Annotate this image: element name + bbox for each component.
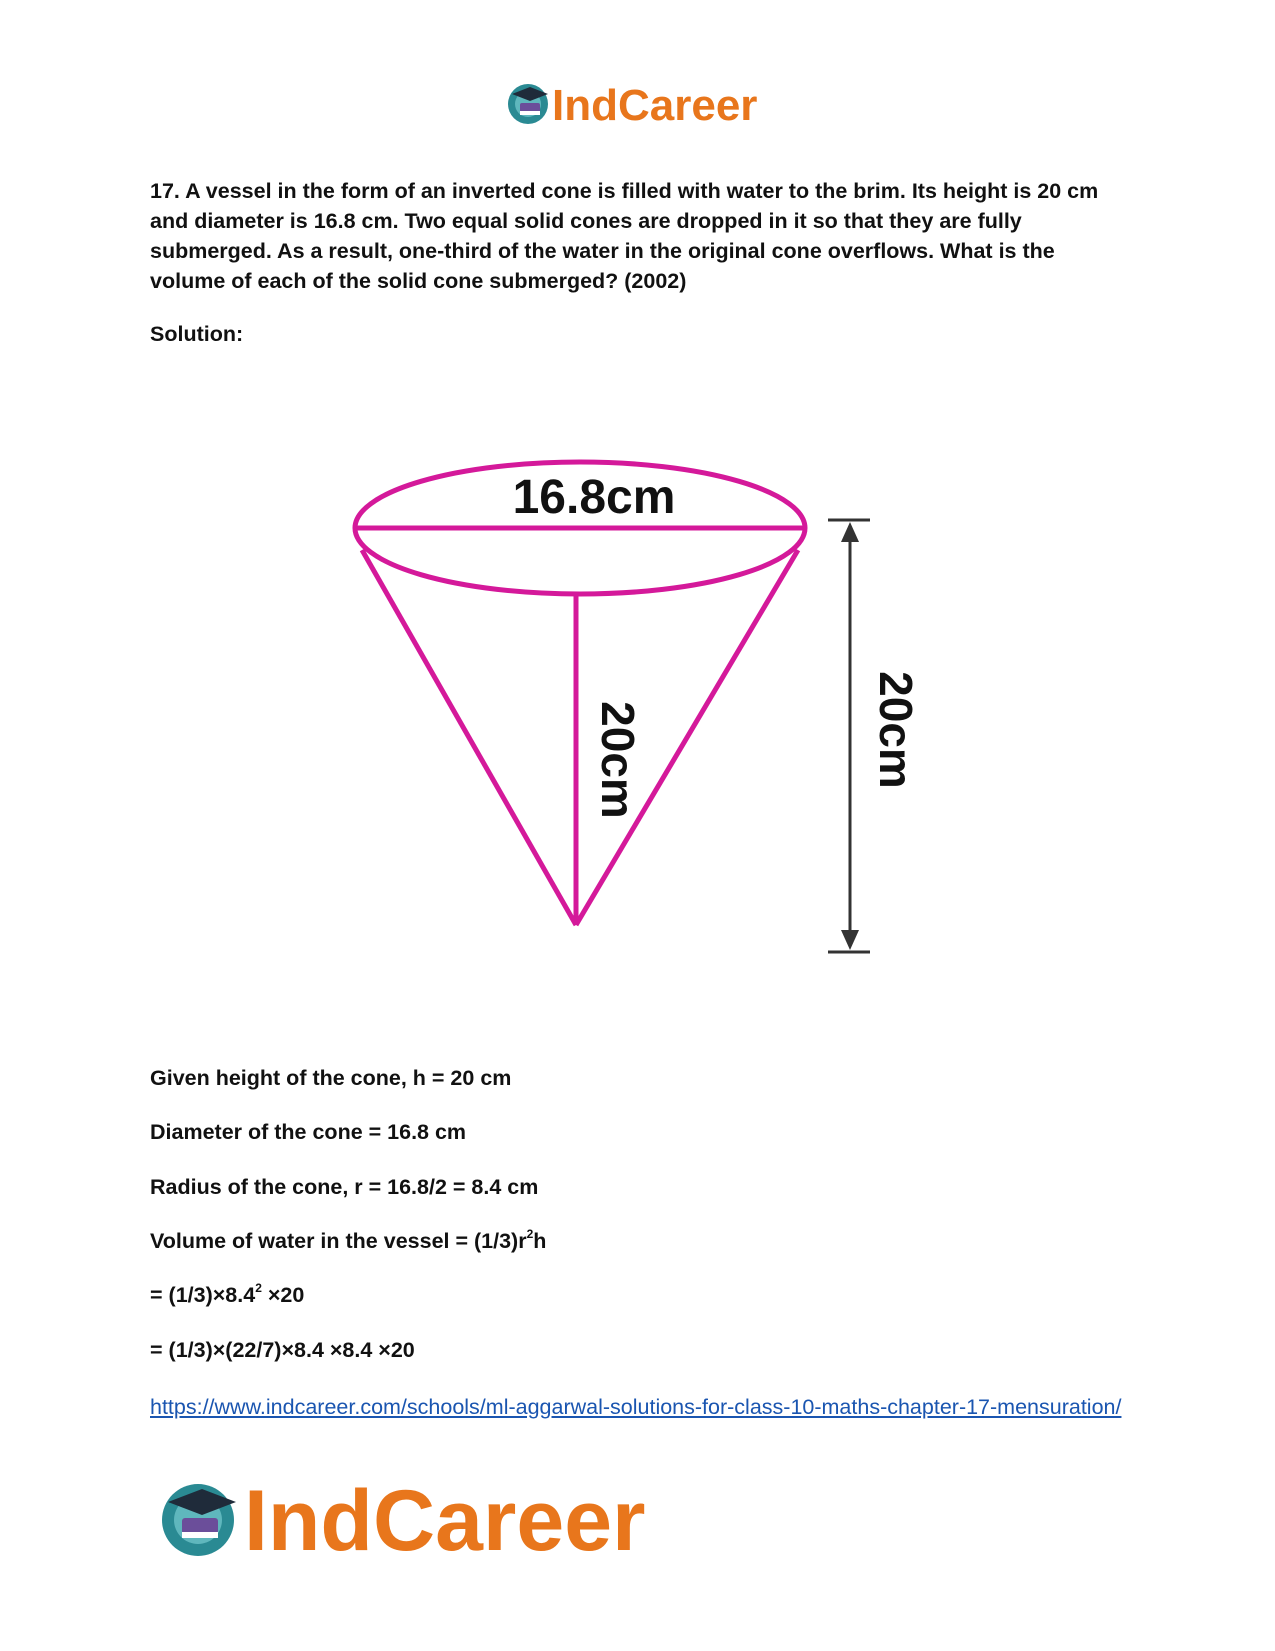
indcareer-logo-top [502, 76, 782, 132]
diameter-label: 16.8cm [512, 471, 676, 524]
exponent: 2 [255, 1281, 262, 1295]
inner-height-label: 20cm [592, 701, 644, 819]
step-expanded: = (1/3)×(22/7)×8.4 ×8.4 ×20 [150, 1338, 415, 1362]
substitution-text: = (1/3)×8.4 [150, 1283, 256, 1307]
height-dimension-arrow [828, 520, 870, 952]
step-substitution [150, 1283, 304, 1308]
substitution-tail: ×20 [261, 1283, 305, 1307]
step-radius: Radius of the cone, r = 16.8/2 = 8.4 cm [150, 1175, 539, 1199]
indcareer-logo-bottom [158, 1470, 698, 1570]
question-body: A vessel in the form of an inverted cone is filled with water to the brim. Its height is 20 cm and diameter is 16.8 cm. Two equal solid cones are dropped in it so that they are fully submerged. As a result, one-third of the water in the original cone overflows. What is the volume of each of the solid cone submerged? (2002) [150, 179, 1099, 293]
step-diameter: Diameter of the cone = 16.8 cm [150, 1120, 467, 1144]
graduation-cap-icon [508, 84, 548, 124]
step-given-height: Given height of the cone, h = 20 cm [150, 1066, 512, 1090]
outer-height-label: 20cm [870, 671, 922, 789]
cone-outline [355, 462, 805, 925]
source-link[interactable]: https://www.indcareer.com/schools/ml-aggarwal-solutions-for-class-10-maths-chapter-17-mensuration/ [150, 1395, 1122, 1419]
question-number: 17. [150, 179, 180, 203]
exponent: 2 [526, 1227, 534, 1241]
solution-heading: Solution: [150, 322, 244, 346]
cone-diagram [340, 440, 940, 980]
step-volume-formula [150, 1229, 546, 1254]
volume-formula-tail: h [533, 1229, 547, 1253]
volume-formula-text: Volume of water in the vessel = (1/3)r [150, 1229, 527, 1253]
cone-left-side [362, 550, 576, 925]
question-text [150, 176, 1130, 296]
svg-text:IndCareer: IndCareer [244, 1473, 646, 1569]
svg-text:IndCareer: IndCareer [552, 81, 758, 130]
graduation-cap-icon [162, 1484, 236, 1556]
